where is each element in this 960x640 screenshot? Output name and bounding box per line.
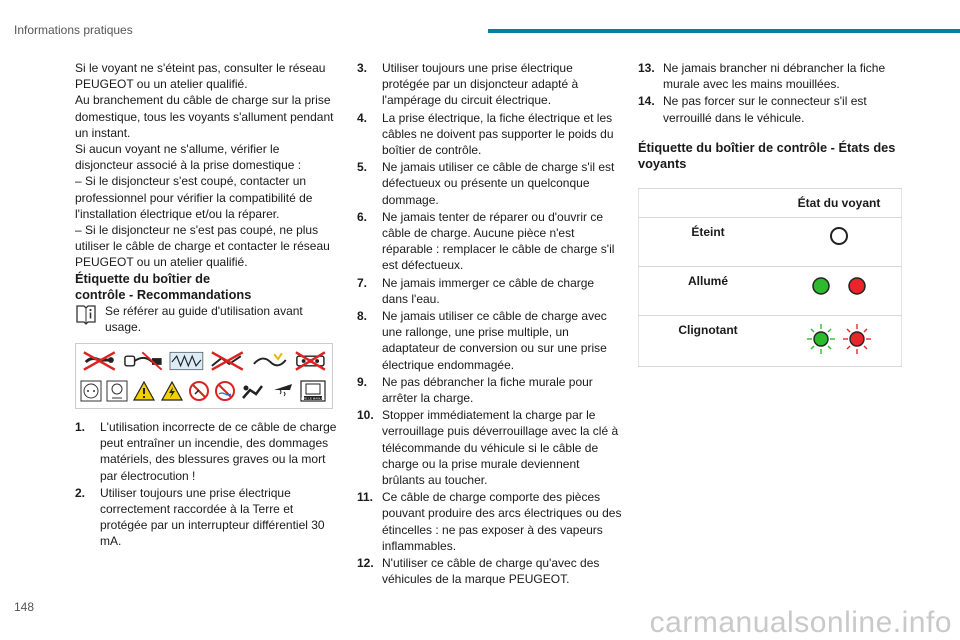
list-item: 10. Stopper immédiatement la charge par le verrouillage puis déverrouillage avec la clé à télécommande du véhicule si le câble de charge ou la prise murale deviennent brûlants au toucher.: [357, 408, 619, 488]
no-submerge-icon: [214, 380, 236, 402]
no-wet-hands-icon: [80, 350, 119, 372]
socket-breaker-icon: [106, 380, 128, 402]
indicator-on-icons: [799, 273, 879, 299]
column-2: [357, 60, 622, 589]
table-row: [639, 267, 902, 316]
section-title: Informations pratiques: [14, 23, 133, 37]
list-item: 8. Ne jamais utiliser ce câble de charge avec une rallonge, une prise multiple, un adaptateur de conversion ou sur une prise électrique endommagée.: [357, 309, 607, 372]
no-adapter-icon: [169, 350, 204, 372]
list-item: 4. La prise électrique, la fiche électrique et les câbles ne doivent pas supporter le poids du boîtier de contrôle.: [357, 110, 614, 158]
socket-earth-icon: [80, 380, 102, 402]
indicator-states-table: [638, 188, 902, 367]
state-label: Éteint: [639, 218, 778, 267]
recommendations-list-col1: [75, 419, 340, 550]
lamp-cell: [777, 218, 902, 267]
lamp-cell: [777, 267, 902, 316]
no-plug-pull-icon: [123, 350, 166, 372]
recommendations-list-col2: [357, 60, 622, 588]
recommendations-list-col3: [638, 60, 903, 126]
warning-icon: [132, 380, 156, 402]
no-extension-icon: [251, 350, 290, 372]
table-row: [639, 218, 902, 267]
list-item: 3. Utiliser toujours une prise électrique protégée par un disjoncteur adapté à l'ampérage du circuit électrique.: [357, 61, 579, 108]
state-label: Allumé: [639, 267, 778, 316]
green-light-icon: [813, 278, 829, 294]
column-1: [75, 60, 340, 551]
recommendations-heading: Étiquette du boîtier de contrôle - Recommandations: [75, 270, 252, 302]
column-header: État du voyant: [777, 188, 902, 217]
table-header-row: [639, 188, 902, 217]
state-label: Clignotant: [639, 316, 778, 367]
red-blinking-light-icon: [843, 324, 871, 354]
list-item: 11. Ce câble de charge comporte des pièces pouvant produire des arcs électriques ou des étincelles : ne pas exposer à des vapeurs inflammables.: [357, 490, 622, 553]
list-item: 14. Ne pas forcer sur le connecteur s'il est verrouillé dans le véhicule.: [638, 94, 867, 125]
indicator-off-icon: [827, 224, 851, 248]
header-accent-bar: [488, 29, 960, 33]
book-info-icon: [75, 303, 97, 325]
table-row: [639, 316, 902, 367]
column-3: [638, 60, 903, 367]
page-number: 148: [14, 600, 35, 614]
list-item: 13. Ne jamais brancher ni débrancher la fiche murale avec les mains mouillées.: [638, 61, 886, 92]
list-item: 2. Utiliser toujours une prise électrique correctement raccordée à la Terre et protégée par un interrupteur différentiel 30 mA.: [75, 485, 325, 549]
list-item: 6. Ne jamais tenter de réparer ou d'ouvrir ce câble de charge. Aucune pièce n'est réparable : remplacer le câble de charge s'il est défectueux.: [357, 209, 615, 273]
list-item: 12. N'utiliser ce câble de charge qu'avec des véhicules de la marque PEUGEOT.: [357, 556, 600, 587]
no-repair-icon: [188, 380, 210, 402]
indicator-blink-icons: [799, 322, 879, 356]
electrical-arc-icon: [208, 350, 247, 372]
manual-note: [75, 303, 340, 335]
read-manual-icon: [300, 380, 326, 402]
red-light-icon: [849, 278, 865, 294]
no-hot-touch-icon: [240, 380, 266, 402]
list-item: 9. Ne pas débrancher la fiche murale pour arrêter la charge.: [357, 374, 593, 406]
green-blinking-light-icon: [807, 324, 835, 354]
note-text: Se référer au guide d'utilisation avant usage.: [105, 303, 303, 334]
electric-shock-icon: [160, 380, 184, 402]
indicator-states-heading: Étiquette du boîtier de contrôle - États des voyants: [638, 139, 896, 171]
watermark: carmanualsonline.info: [649, 606, 952, 639]
lamp-cell: [777, 316, 902, 367]
recommendation-label-pictograms: [75, 343, 333, 409]
no-multi-socket-icon: [293, 350, 328, 372]
no-hot-touch-icon: [270, 380, 296, 402]
list-item: 5. Ne jamais utiliser ce câble de charge s'il est défectueux ou présente un quelconque dommage.: [357, 160, 615, 207]
manual-label-text: LIRE LE MANUEL: [300, 396, 326, 401]
list-item: 1. L'utilisation incorrecte de ce câble de charge peut entraîner un incendie, des dommages matériels, des blessures graves ou la mort par électrocution !: [75, 420, 337, 483]
list-item: 7. Ne jamais immerger ce câble de charge dans l'eau.: [357, 275, 595, 306]
intro-text: Si le voyant ne s'éteint pas, consulter le réseau PEUGEOT ou un atelier qualifié. Au branchement du câble de charge sur la prise domestique, tous les voyants s'allument pendant un instant. Si aucun voyant ne s'allume, vérifier le disjoncteur associé à la prise domestique : – Si le disjoncteur s'est coupé, contacter un professionnel pour vérifier la compatibilité de l'installation électrique et/ou la réparer. – Si le disjoncteur ne s'est pas coupé, ne plus utiliser le câble de charge et contacter le réseau PEUGEOT ou un atelier qualifié.: [75, 61, 334, 270]
